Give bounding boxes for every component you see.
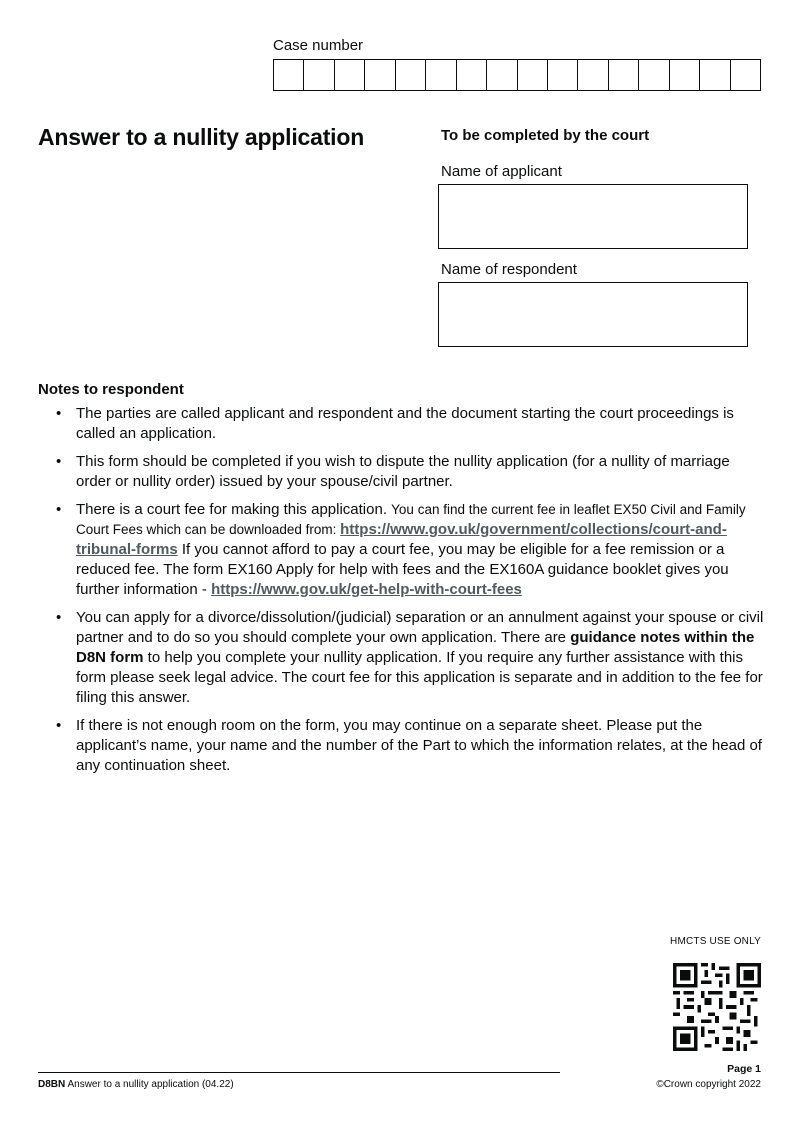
case-number-box[interactable]: [700, 60, 730, 90]
note-text: If you cannot afford to pay a court fee, you may be eligible for a fee remission or a reduced fee. The form EX160 Apply for help with fees and the EX160A guidance booklet gives you further information -: [76, 541, 729, 598]
note-text: The parties are called applicant and respondent and the document starting the court proceedings is called an application.: [76, 405, 734, 442]
note-item: [38, 716, 764, 776]
case-number-box[interactable]: [609, 60, 639, 90]
case-number-box[interactable]: [518, 60, 548, 90]
case-number-box[interactable]: [548, 60, 578, 90]
bullet-icon: •: [56, 609, 62, 626]
footer-form-reference: [38, 1079, 234, 1090]
case-number-box[interactable]: [457, 60, 487, 90]
case-number-box[interactable]: [670, 60, 700, 90]
bullet-icon: •: [56, 405, 62, 422]
bullet-icon: •: [56, 717, 62, 734]
respondent-name-field[interactable]: [438, 282, 748, 347]
copyright: ©Crown copyright 2022: [656, 1079, 761, 1090]
note-item: [38, 608, 764, 708]
help-with-fees-link[interactable]: https://www.gov.uk/get-help-with-court-fees: [211, 581, 522, 598]
case-number-box[interactable]: [396, 60, 426, 90]
case-number-field[interactable]: [273, 59, 761, 91]
form-name: Answer to a nullity application (04.22): [65, 1079, 234, 1090]
case-number-box[interactable]: [426, 60, 456, 90]
case-number-label: Case number: [273, 37, 364, 54]
note-item: [38, 404, 764, 444]
case-number-box[interactable]: [578, 60, 608, 90]
case-number-box[interactable]: [639, 60, 669, 90]
notes-list: [38, 404, 764, 784]
respondent-name-label: Name of respondent: [441, 261, 577, 278]
case-number-box[interactable]: [335, 60, 365, 90]
hmcts-use-only-label: HMCTS USE ONLY: [670, 936, 761, 947]
note-text: to help you complete your nullity application. If you require any further assistance with this form please seek legal advice. The court fee for this application is separate and in addition to the fee for filing this answer.: [76, 649, 763, 706]
footer-divider: [38, 1072, 560, 1073]
case-number-box[interactable]: [365, 60, 395, 90]
page-number: Page 1: [727, 1063, 761, 1075]
note-item: [38, 500, 764, 600]
court-forms-link[interactable]: https://www.gov.uk/government/collections/court-and-tribunal-forms: [76, 521, 727, 558]
note-item: [38, 452, 764, 492]
page-title: Answer to a nullity application: [38, 124, 365, 150]
court-section-heading: To be completed by the court: [441, 127, 650, 144]
applicant-name-field[interactable]: [438, 184, 748, 249]
notes-heading: Notes to respondent: [38, 381, 184, 398]
applicant-name-label: Name of applicant: [441, 163, 562, 180]
case-number-box[interactable]: [304, 60, 334, 90]
note-text: You can apply for a divorce/dissolution/(judicial) separation or an annulment against your spouse or civil partner and to do so you should complete your own application. There are: [76, 609, 764, 646]
case-number-box[interactable]: [731, 60, 760, 90]
note-text-small: You can find the current fee in leaflet EX50 Civil and Family Court Fees which can be downloaded from:: [76, 502, 746, 537]
case-number-box[interactable]: [487, 60, 517, 90]
bullet-icon: •: [56, 501, 62, 518]
note-text-bold: guidance notes within the D8N form: [76, 629, 755, 666]
note-text: If there is not enough room on the form, you may continue on a separate sheet. Please put the applicant’s name, your name and the number of the Part to which the information relates, at the head of any continuation sheet.: [76, 717, 762, 774]
qr-code-icon: [673, 963, 761, 1051]
case-number-box[interactable]: [274, 60, 304, 90]
form-code: D8BN: [38, 1079, 66, 1090]
bullet-icon: •: [56, 453, 62, 470]
note-text: There is a court fee for making this application.: [76, 501, 392, 518]
note-text: This form should be completed if you wish to dispute the nullity application (for a nullity of marriage order or nullity order) issued by your spouse/civil partner.: [76, 453, 730, 490]
